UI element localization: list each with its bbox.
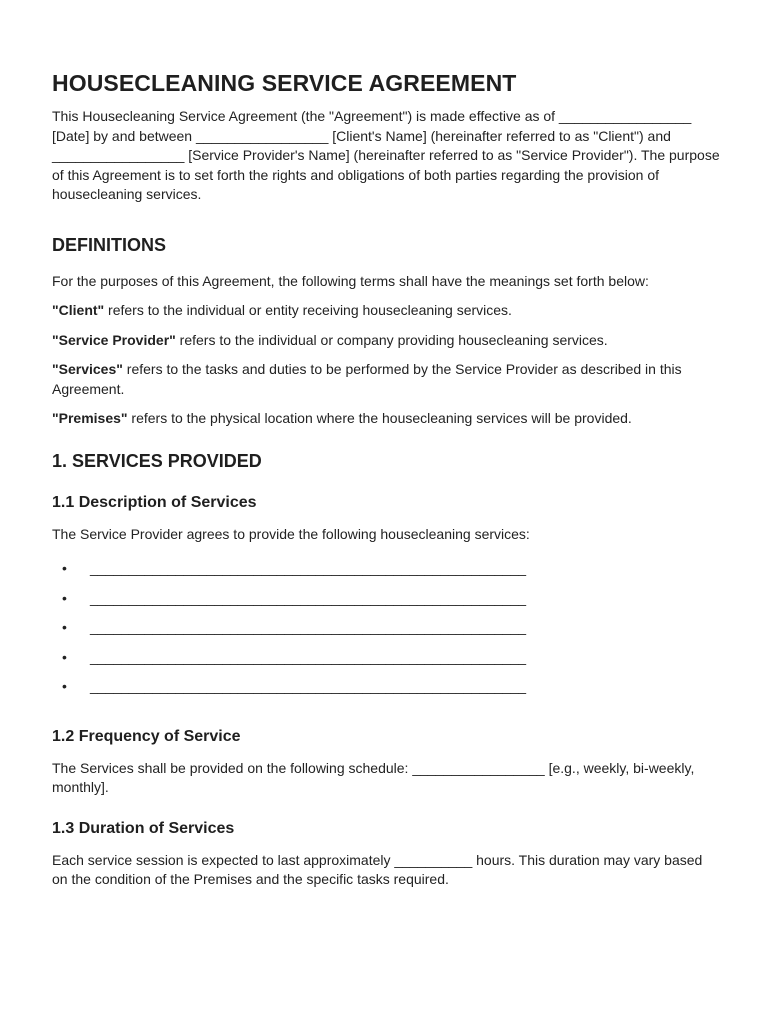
subsection-1-2-heading: 1.2 Frequency of Service — [52, 727, 241, 745]
subsection-1-1-heading: 1.1 Description of Services — [52, 493, 257, 511]
definition-text: refers to the physical location where the housecleaning services will be provided. — [127, 410, 632, 426]
definition-service-provider — [52, 331, 720, 351]
list-item — [62, 589, 720, 619]
list-item — [62, 648, 720, 678]
bullet-icon: • — [62, 648, 67, 665]
frequency-text: The Services shall be provided on the following schedule: _________________ [e.g., weekly, bi-weekly, monthly]. — [52, 759, 695, 795]
definitions-heading: DEFINITIONS — [52, 234, 167, 255]
blank-line: ________________________________________________________ — [90, 678, 527, 694]
list-item — [62, 618, 720, 648]
blank-line: ________________________________________________________ — [90, 648, 527, 665]
definition-term: "Client" — [52, 302, 105, 318]
intro-paragraph: This Housecleaning Service Agreement (the "Agreement") is made effective as of _________________ [Date] by and between _________________ [Client's Name] (hereinafter referred to as "Client") and _________________ [Service Provider's Name] (hereinafter referred to as "Service Provider"). The purpose of this Agreement is to set forth the rights and obligations of both parties regarding the provision of housecleaning services. — [52, 108, 720, 202]
definition-term: "Services" — [52, 361, 123, 377]
definition-text: refers to the tasks and duties to be performed by the Service Provider as described in this Agreement. — [52, 361, 682, 397]
definition-term: "Service Provider" — [52, 331, 176, 348]
bullet-icon: • — [62, 560, 67, 576]
blank-line: ________________________________________________________ — [90, 560, 527, 576]
duration-text: Each service session is expected to last approximately __________ hours. This duration may vary based on the condition of the Premises and the specific tasks required. — [52, 851, 703, 887]
definition-text: refers to the individual or entity receiving housecleaning services. — [104, 302, 512, 318]
definition-client — [52, 301, 720, 321]
subsection-1-3-heading: 1.3 Duration of Services — [52, 819, 235, 837]
definitions-lead: For the purposes of this Agreement, the following terms shall have the meanings set forth below: — [52, 272, 649, 289]
definition-text: refers to the individual or company providing housecleaning services. — [175, 331, 608, 348]
services-description-text: The Service Provider agrees to provide the following housecleaning services: — [52, 525, 530, 542]
bullet-icon: • — [62, 678, 67, 694]
bullet-icon: • — [62, 619, 67, 635]
definition-services — [52, 360, 720, 399]
document-title: HOUSECLEANING SERVICE AGREEMENT — [52, 70, 517, 96]
section-1-heading: 1. SERVICES PROVIDED — [52, 450, 262, 471]
list-item — [62, 559, 720, 589]
definition-premises — [52, 409, 720, 429]
services-blank-list — [62, 559, 720, 707]
blank-line: ________________________________________________________ — [90, 589, 527, 606]
definition-term: "Premises" — [52, 410, 128, 426]
list-item — [62, 677, 720, 707]
bullet-icon: • — [62, 589, 67, 606]
blank-line: ________________________________________________________ — [90, 619, 527, 635]
